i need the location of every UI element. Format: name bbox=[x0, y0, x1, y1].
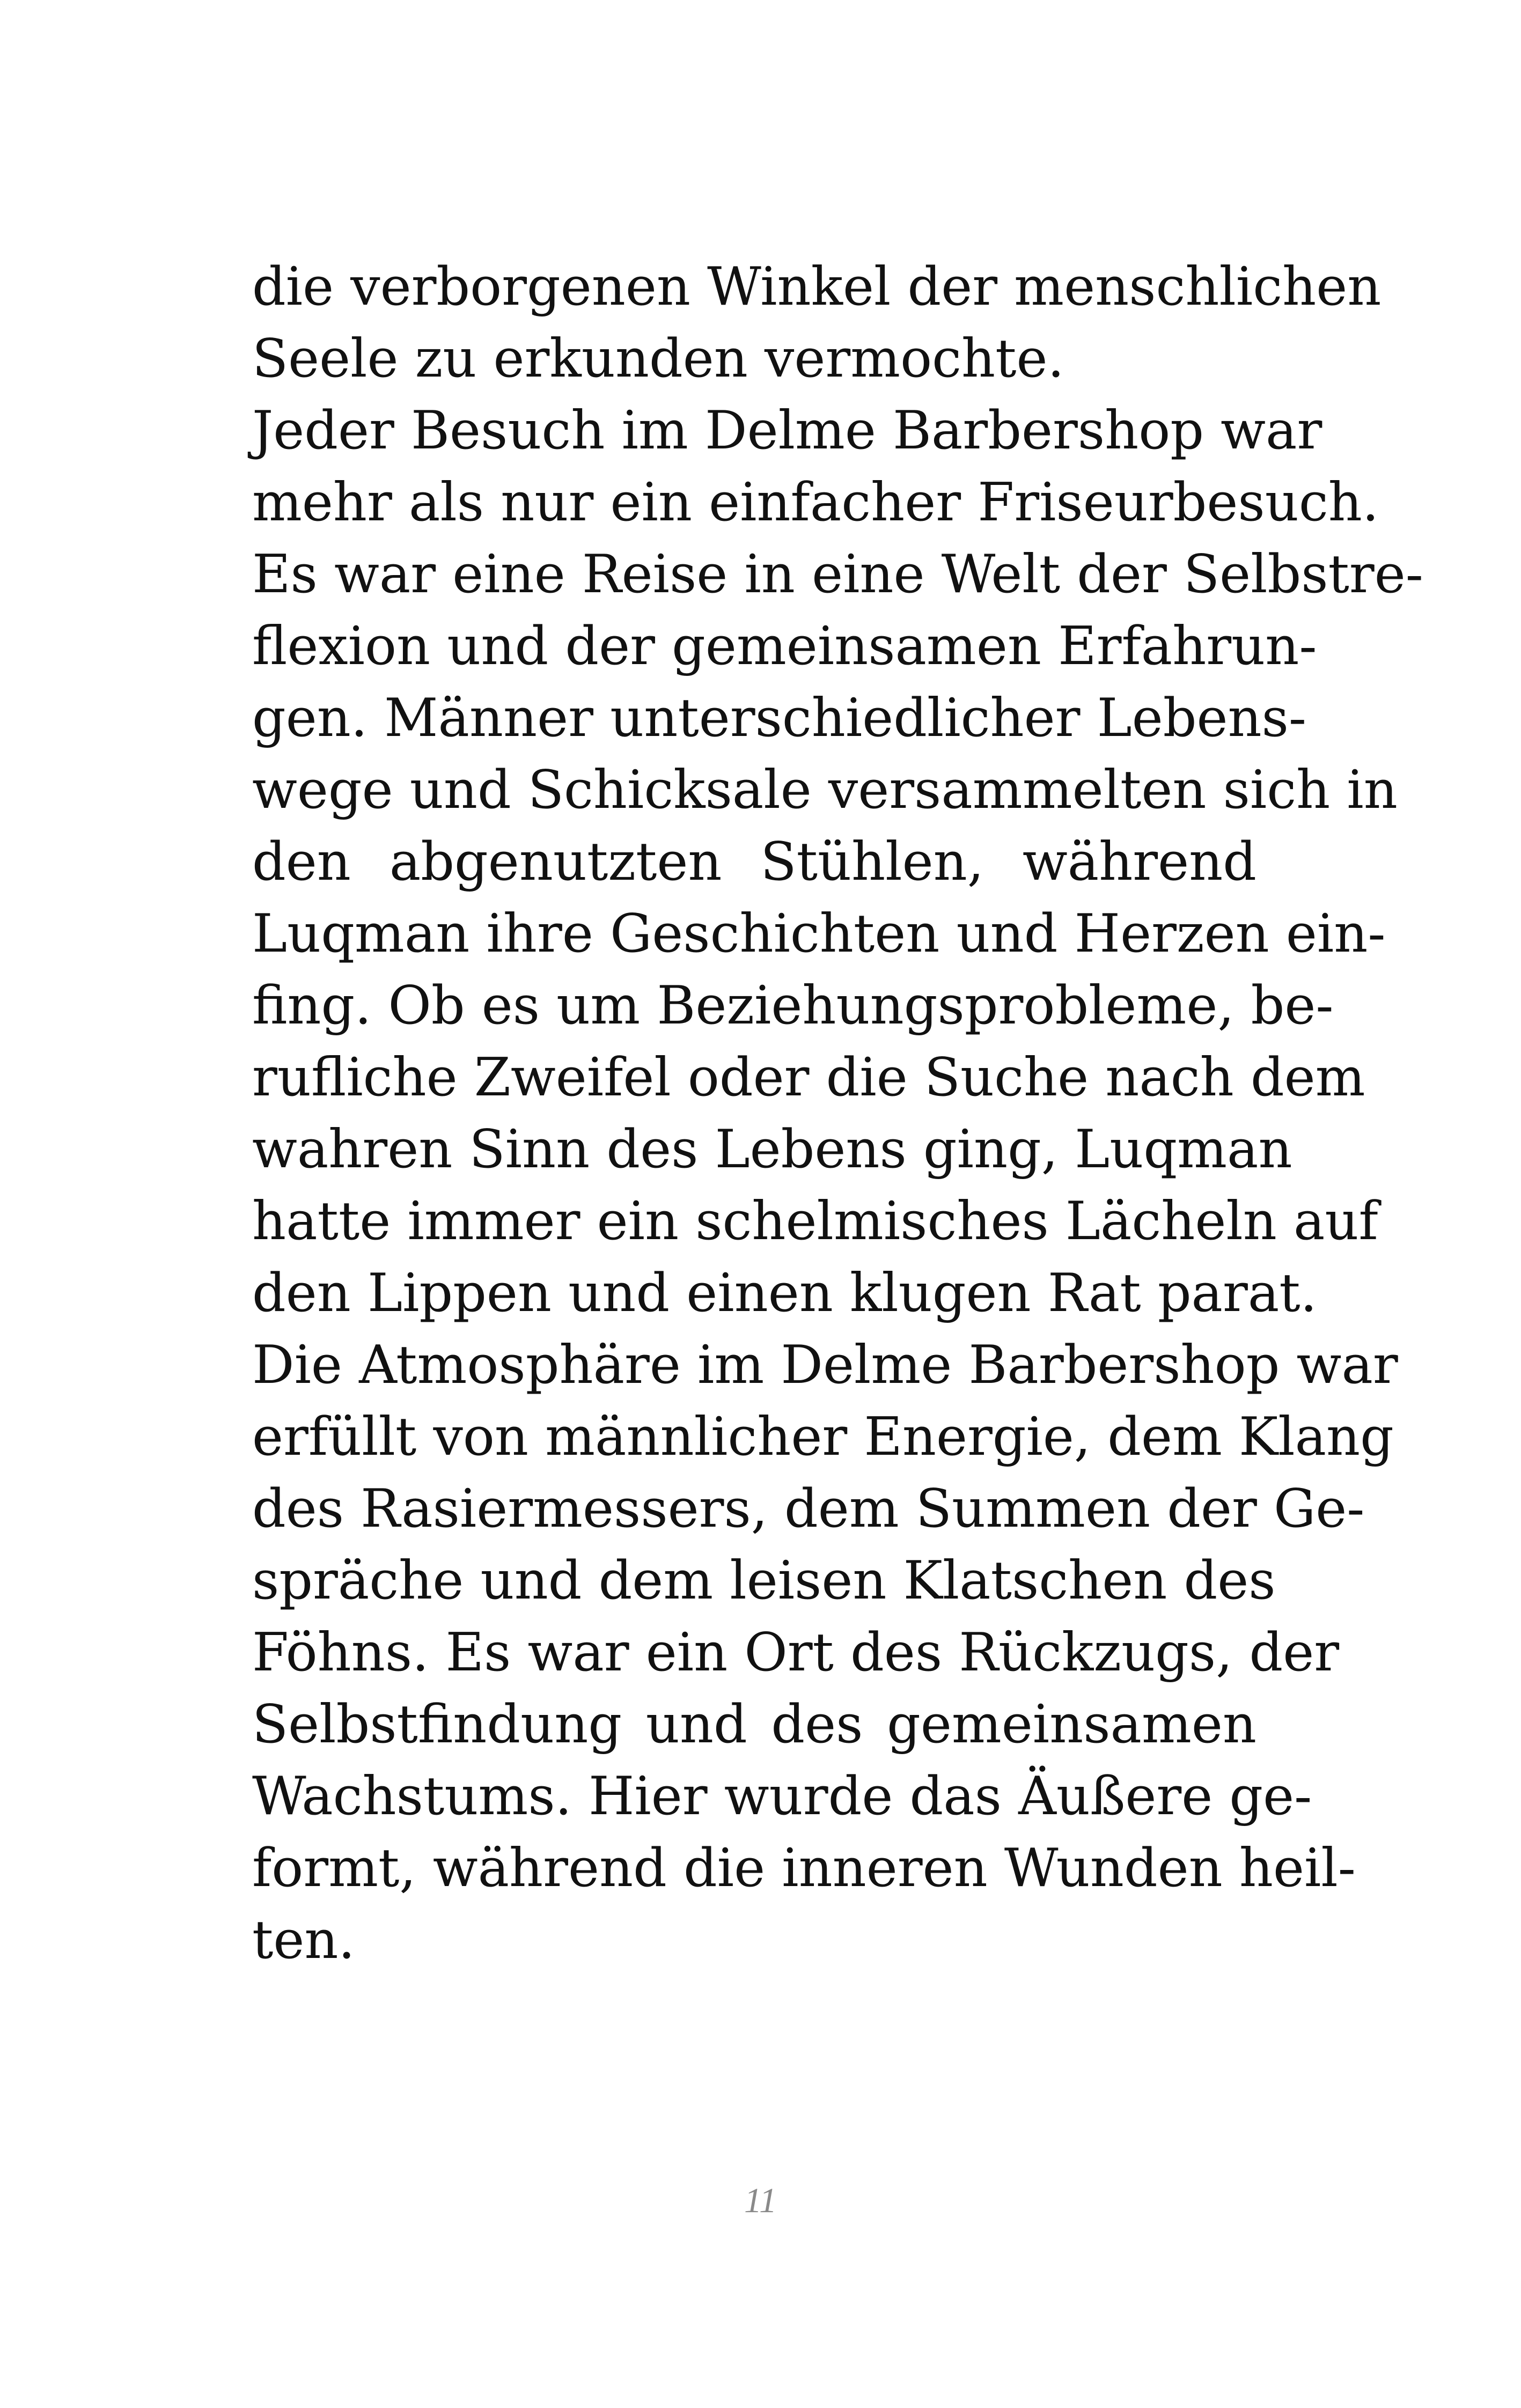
text-line: erfüllt von männlicher Energie, dem Klang bbox=[252, 1406, 1394, 1468]
text-line: Jeder Besuch im Delme Barbershop war bbox=[252, 400, 1322, 461]
text-line: Föhns. Es war ein Ort des Rückzugs, der bbox=[252, 1622, 1340, 1683]
text-line: Seele zu erkunden vermochte. bbox=[252, 328, 1064, 389]
text-line: mehr als nur ein einfacher Friseurbesuch. bbox=[252, 472, 1379, 533]
text-line: wege und Schicksale versammelten sich in bbox=[252, 760, 1398, 821]
text-line: wahren Sinn des Lebens ging, Luqman bbox=[252, 1119, 1292, 1180]
text-line: des Rasiermessers, dem Summen der Ge- bbox=[252, 1478, 1365, 1540]
text-line: Es war eine Reise in eine Welt der Selbstre- bbox=[252, 544, 1423, 605]
text-line: den abgenutzten Stühlen, während bbox=[252, 831, 1257, 893]
text-line: formt, während die inneren Wunden heil- bbox=[252, 1838, 1356, 1899]
text-line: den Lippen und einen klugen Rat parat. bbox=[252, 1263, 1317, 1324]
text-line: ten. bbox=[252, 1910, 355, 1971]
body-text bbox=[252, 251, 1423, 1976]
text-line: Selbstfindung und des gemeinsamen bbox=[252, 1694, 1257, 1755]
text-line: fing. Ob es um Beziehungsprobleme, be- bbox=[252, 975, 1334, 1036]
text-line: Luqman ihre Geschichten und Herzen ein- bbox=[252, 903, 1386, 964]
text-line: gen. Männer unterschiedlicher Lebens- bbox=[252, 688, 1306, 749]
text-line: rufliche Zweifel oder die Suche nach dem bbox=[252, 1047, 1365, 1108]
text-line: Die Atmosphäre im Delme Barbershop war bbox=[252, 1335, 1398, 1396]
text-line: hatte immer ein schelmisches Lächeln auf bbox=[252, 1191, 1378, 1252]
page-number: 11 bbox=[744, 2181, 777, 2220]
text-line: flexion und der gemeinsamen Erfahrun- bbox=[252, 616, 1317, 677]
text-line: die verborgenen Winkel der menschlichen bbox=[252, 256, 1382, 318]
text-line: Wachstums. Hier wurde das Äußere ge- bbox=[252, 1766, 1312, 1827]
text-line: spräche und dem leisen Klatschen des bbox=[252, 1550, 1276, 1611]
